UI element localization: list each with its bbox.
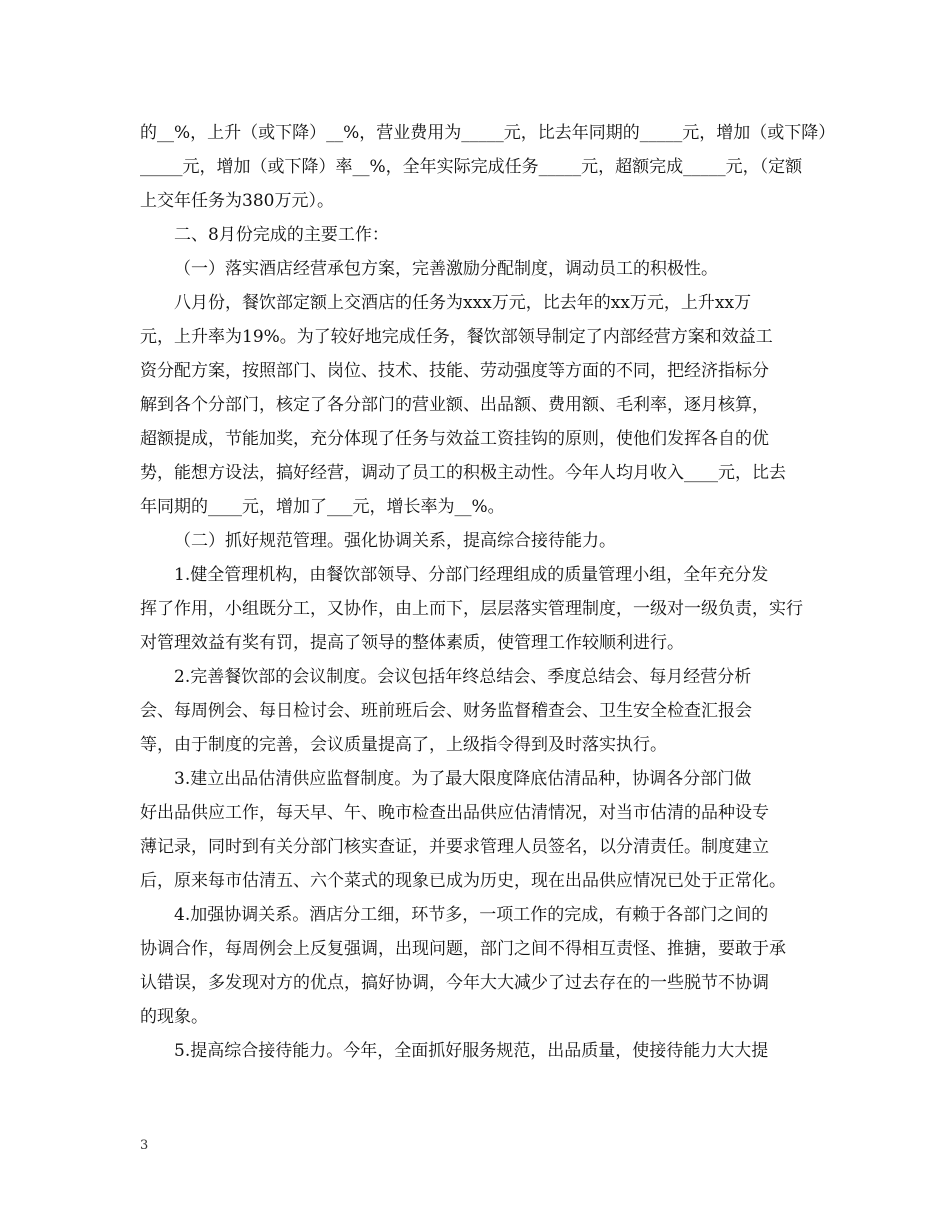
document-body	[140, 116, 836, 1068]
text-line: 年同期的____元，增加了___元，增长率为__%。	[140, 497, 505, 517]
text-line: 5.提高综合接待能力。今年，全面抓好服务规范，出品质量，使接待能力大大提	[174, 1041, 769, 1061]
text-line: 二、8月份完成的主要工作：	[174, 225, 389, 245]
text-line: 会、每周例会、每日检讨会、班前班后会、财务监督稽查会、卫生安全检查汇报会	[140, 701, 752, 721]
text-line: 认错误，多发现对方的优点，搞好协调，今年大大减少了过去存在的一些脱节不协调	[140, 973, 769, 993]
text-line: 超额提成，节能加奖，充分体现了任务与效益工资挂钩的原则，使他们发挥各自的优	[140, 429, 769, 449]
page-number: 3	[140, 1138, 149, 1153]
text-line: 的现象。	[140, 1007, 208, 1027]
text-line: 等，由于制度的完善，会议质量提高了，上级指令得到及时落实执行。	[140, 735, 667, 755]
text-line: 势，能想方设法，搞好经营，调动了员工的积极主动性。今年人均月收入____元，比去	[140, 463, 786, 483]
text-line: 4.加强协调关系。酒店分工细，环节多，一项工作的完成，有赖于各部门之间的	[174, 905, 769, 925]
text-line: （二）抓好规范管理。强化协调关系，提高综合接待能力。	[174, 531, 616, 551]
text-line: 3.建立出品估清供应监督制度。为了最大限度降底估清品种，协调各分部门做	[174, 769, 752, 789]
text-line: 元，上升率为19%。为了较好地完成任务，餐饮部领导制定了内部经营方案和效益工	[140, 327, 773, 347]
text-line: 八月份，餐饮部定额上交酒店的任务为xxx万元，比去年的xx万元，上升xx万	[174, 293, 752, 313]
text-line: 的__%，上升（或下降）__%，营业费用为_____元，比去年同期的_____元，增加（或下降）	[140, 123, 836, 143]
text-line: 1.健全管理机构，由餐饮部领导、分部门经理组成的质量管理小组，全年充分发	[174, 565, 769, 585]
text-line: 对管理效益有奖有罚，提高了领导的整体素质，使管理工作较顺利进行。	[140, 633, 684, 653]
text-line: （一）落实酒店经营承包方案，完善激励分配制度，调动员工的积极性。	[174, 259, 718, 279]
text-line: _____元，增加（或下降）率__%，全年实际完成任务_____元，超额完成_____元，（定额	[140, 157, 803, 177]
text-line: 薄记录，同时到有关分部门核实查证，并要求管理人员签名，以分清责任。制度建立	[140, 837, 769, 857]
text-line: 2.完善餐饮部的会议制度。会议包括年终总结会、季度总结会、每月经营分析	[174, 667, 752, 687]
text-line: 上交年任务为380万元）。	[140, 191, 334, 211]
text-line: 资分配方案，按照部门、岗位、技术、技能、劳动强度等方面的不同，把经济指标分	[140, 361, 769, 381]
text-line: 协调合作，每周例会上反复强调，出现问题，部门之间不得相互责怪、推搪，要敢于承	[140, 939, 786, 959]
text-line: 挥了作用，小组既分工，又协作，由上而下，层层落实管理制度，一级对一级负责，实行	[140, 599, 803, 619]
text-line: 解到各个分部门，核定了各分部门的营业额、出品额、费用额、毛利率，逐月核算，	[140, 395, 769, 415]
text-line: 后，原来每市估清五、六个菜式的现象已成为历史，现在出品供应情况已处于正常化。	[140, 871, 786, 891]
text-line: 好出品供应工作，每天早、午、晚市检查出品供应估清情况，对当市估清的品种设专	[140, 803, 769, 823]
